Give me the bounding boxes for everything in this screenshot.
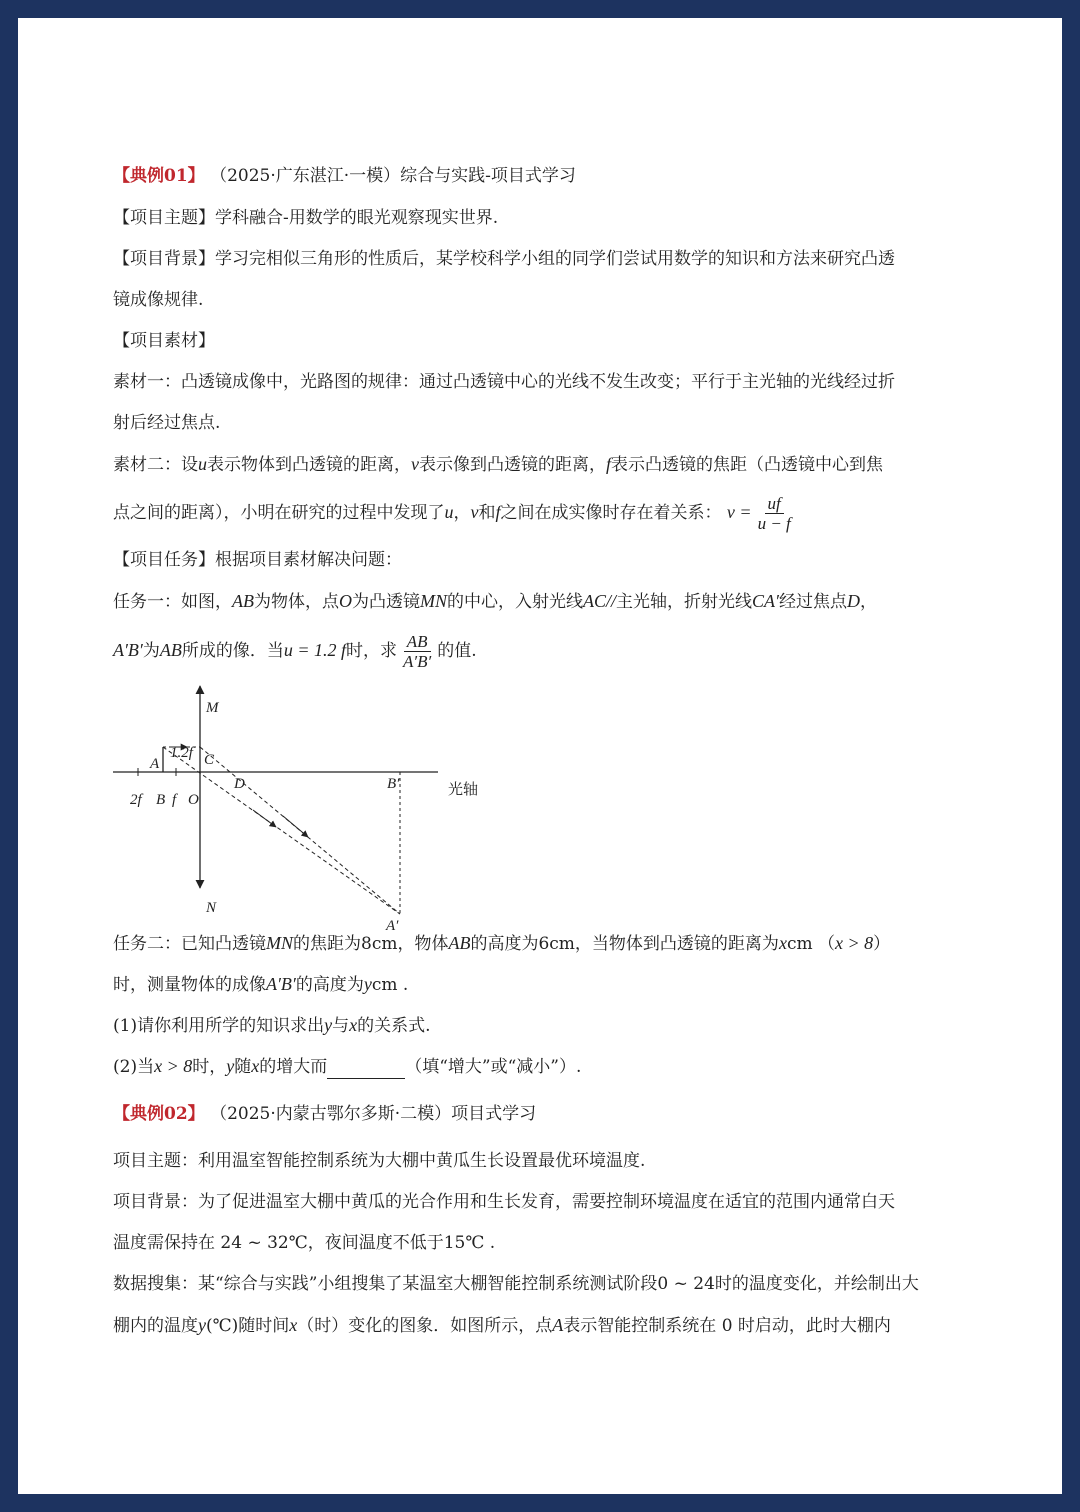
text: cm .: [371, 975, 409, 995]
text: 棚内的温度: [113, 1316, 198, 1336]
text: 的中心，入射光线: [447, 592, 583, 612]
material-one-cont: 射后经过焦点.: [113, 413, 221, 433]
text: ，: [859, 592, 877, 612]
ex2-theme: 项目主题：利用温室智能控制系统为大棚中黄瓜生长设置最优环境温度.: [113, 1151, 646, 1171]
label-b-prime: B′: [387, 776, 400, 792]
text: 素材二：设: [113, 455, 198, 475]
ex2-background-cont: 温度需保持在 24 ~ 32℃，夜间温度不低于15℃ .: [113, 1233, 496, 1253]
example-02-source: （2025·内蒙古鄂尔多斯·二模）项目式学习: [210, 1104, 537, 1124]
label-c: C: [204, 752, 215, 768]
var-x: x: [289, 1315, 298, 1335]
ex2-data-cont: [113, 1313, 993, 1338]
example-01-heading: [113, 164, 993, 188]
label-o: O: [188, 792, 199, 808]
text: 为物体，点: [254, 592, 339, 612]
ex2-data: 数据搜集：某“综合与实践”小组搜集了某温室大棚智能控制系统测试阶段0 ~ 24时的温度变化，并绘制出大: [113, 1274, 919, 1294]
theme-text: 学科融合-用数学的眼光观察现实世界.: [215, 208, 499, 228]
condition: x > 8: [154, 1056, 193, 1076]
var-v: v: [411, 454, 419, 474]
task-one-cont: [113, 630, 993, 671]
ray-ao-arrow: [253, 810, 276, 827]
text: 任务一：如图，: [113, 592, 232, 612]
material-two-cont: [113, 492, 993, 533]
text: (℃)随时间: [206, 1316, 290, 1336]
var-v: v: [470, 502, 479, 522]
lens-ray-diagram: [108, 676, 508, 934]
text: 的高度为: [295, 975, 364, 995]
project-background: [113, 247, 993, 271]
ray-ca-prime-arrow: [283, 816, 308, 837]
text: 表示像到凸透镜的距离，: [419, 455, 606, 475]
var: CA′: [752, 591, 779, 611]
text: 时，求: [346, 641, 398, 661]
task-one: [113, 589, 993, 614]
var: D: [846, 591, 860, 611]
var: AB: [232, 591, 254, 611]
example-01-source: （2025·广东湛江·一模）综合与实践-项目式学习: [210, 166, 576, 186]
var: O: [339, 591, 352, 611]
label-a-prime: A′: [386, 918, 399, 934]
text: 的关系式.: [357, 1016, 431, 1036]
text: 经过焦点: [778, 592, 847, 612]
var-y: y: [226, 1056, 235, 1076]
example-02-tag: 【典例02】: [113, 1104, 205, 1124]
text: （时）变化的图象．如图所示，点: [297, 1316, 553, 1336]
ratio-fraction: [400, 632, 434, 671]
answer-blank: [327, 1060, 405, 1079]
material-one: 素材一：凸透镜成像中，光路图的规律：通过凸透镜中心的光线不发生改变；平行于主光轴的光线经过折: [113, 372, 895, 392]
denominator: A′B′: [403, 652, 432, 671]
var-f: f: [606, 454, 612, 474]
ex2-background: 项目背景：为了促进温室大棚中黄瓜的光合作用和生长发育，需要控制环境温度在适宜的范围内通常白天: [113, 1192, 895, 1212]
text: ）: [873, 934, 891, 954]
document-page: [18, 18, 1062, 1494]
task-two: [113, 931, 993, 956]
label-b: B: [156, 792, 166, 808]
text: cm （: [786, 934, 835, 954]
var-y: y: [363, 974, 372, 994]
text: (1)请你利用所学的知识求出: [113, 1016, 325, 1036]
label-f: f: [172, 792, 177, 808]
text: 任务二：已知凸透镜: [113, 934, 266, 954]
label-n: N: [206, 900, 217, 916]
var-x: x: [349, 1015, 358, 1035]
question-2: [113, 1054, 993, 1079]
var-f: f: [495, 502, 501, 522]
var: MN: [266, 933, 293, 953]
materials-label: 【项目素材】: [113, 331, 215, 351]
text: 的高度为6cm，当物体到凸透镜的距离为: [470, 934, 779, 954]
text: （填“增大”或“减小”）.: [405, 1057, 582, 1077]
text: 的焦距为8cm，物体: [293, 934, 449, 954]
label-m: M: [206, 700, 219, 716]
label-a: A: [150, 756, 160, 772]
var-u: u: [198, 454, 207, 474]
numerator: AB: [404, 632, 431, 652]
var: AB: [159, 640, 182, 660]
formula-lhs: v =: [726, 502, 752, 522]
text: 为凸透镜: [352, 592, 420, 612]
denominator: u − f: [757, 514, 791, 533]
var: A′B′: [266, 974, 296, 994]
text: 的值.: [437, 641, 477, 661]
text: 表示物体到凸透镜的距离，: [207, 455, 411, 475]
text: 所成的像．当: [181, 641, 284, 661]
condition: x > 8: [834, 933, 874, 953]
var: u = 1.2 f: [283, 640, 347, 660]
label-1-2f: 1.2f: [170, 745, 193, 761]
text: 的增大而: [259, 1057, 328, 1077]
material-two: [113, 452, 993, 477]
var-x: x: [251, 1056, 260, 1076]
task-two-cont: [113, 972, 993, 997]
var-u: u: [444, 502, 454, 522]
text: 和: [478, 503, 496, 523]
var-y: y: [324, 1015, 333, 1035]
question-1: [113, 1013, 993, 1038]
var: A′B′: [113, 640, 143, 660]
theme-label: 【项目主题】: [113, 208, 215, 228]
task-text: 根据项目素材解决问题：: [215, 550, 402, 570]
var: AC//: [583, 591, 617, 611]
background-text: 学习完相似三角形的性质后，某学校科学小组的同学们尝试用数学的知识和方法来研究凸透: [215, 249, 895, 269]
example-02-heading: [113, 1102, 993, 1126]
background-label: 【项目背景】: [113, 249, 215, 269]
text: (2)当: [113, 1057, 155, 1077]
text: 与: [332, 1016, 350, 1036]
text: 主光轴，折射光线: [616, 592, 753, 612]
text: 随: [234, 1057, 252, 1077]
text: 表示凸透镜的焦距（凸透镜中心到焦: [611, 455, 884, 475]
text: 时，: [192, 1057, 227, 1077]
label-d: D: [234, 776, 245, 792]
var: MN: [420, 591, 447, 611]
numerator: uf: [765, 494, 784, 514]
text: 时，测量物体的成像: [113, 975, 266, 995]
label-2f: 2f: [130, 792, 142, 808]
task-label: 【项目任务】: [113, 550, 215, 570]
example-01-tag: 【典例01】: [113, 166, 205, 186]
text: 表示智能控制系统在 0 时启动，此时大棚内: [563, 1316, 891, 1336]
text: 点之间的距离），小明在研究的过程中发现了: [113, 503, 445, 523]
var-x: x: [778, 933, 787, 953]
text: 为: [142, 641, 160, 661]
var: AB: [448, 933, 471, 953]
var-y: y: [198, 1315, 206, 1335]
lens-formula-fraction: [755, 494, 794, 533]
label-optical-axis: 光轴: [448, 782, 479, 798]
text: ，: [453, 503, 471, 523]
project-background-cont: 镜成像规律.: [113, 290, 204, 310]
text: 之间在成实像时存在着关系：: [500, 503, 722, 523]
project-task: [113, 548, 993, 572]
project-theme: [113, 206, 993, 230]
var-a: A: [552, 1315, 564, 1335]
